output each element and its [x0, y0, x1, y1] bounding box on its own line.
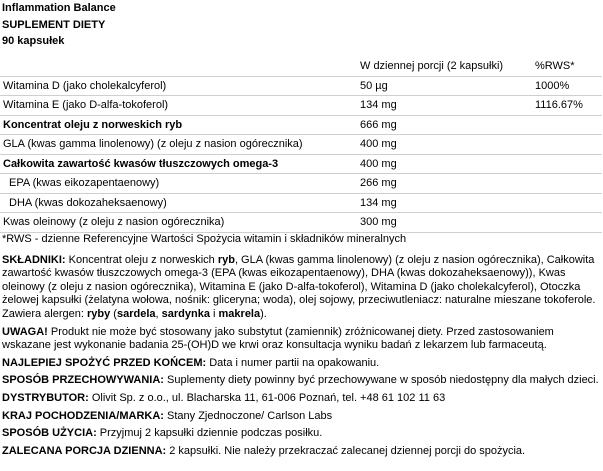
distributor-section: [2, 392, 600, 406]
ingredients-label: SKŁADNIKI:: [2, 253, 66, 266]
allergen: sardela: [116, 307, 156, 320]
storage-text: Suplementy diety powinny być przechowywane w sposób niedostępny dla małych dzieci.: [163, 374, 599, 387]
distributor-text: Olivit Sp. z o.o., ul. Blacharska 11, 61-006 Poznań, tel. +48 61 102 11 63: [88, 391, 446, 404]
facts-cell-rws: [532, 154, 602, 174]
facts-row: [0, 193, 602, 213]
facts-row: [0, 76, 602, 96]
ingredients-text: i: [209, 307, 219, 320]
facts-cell-amount: 400 mg: [357, 135, 532, 155]
facts-cell-name: Kwas oleinowy (z oleju z nasion ogórecznika): [0, 213, 357, 233]
facts-row: [0, 115, 602, 135]
allergen: ryby: [87, 307, 111, 320]
facts-cell-name: GLA (kwas gamma linolenowy) (z oleju z nasion ogórecznika): [0, 135, 357, 155]
facts-cell-rws: 1116.67%: [532, 96, 602, 116]
ingredients-section: [2, 254, 600, 322]
distributor-label: DYSTRYBUTOR:: [2, 391, 89, 404]
facts-cell-amount: 666 mg: [357, 115, 532, 135]
storage-section: [2, 374, 600, 388]
daily-dose-label: ZALECANA PORCJA DZIENNA:: [2, 444, 167, 457]
facts-cell-rws: [532, 135, 602, 155]
facts-row: [0, 174, 602, 194]
facts-cell-name: DHA (kwas dokozaheksaenowy): [0, 193, 357, 213]
origin-label: KRAJ POCHODZENIA/MARKA:: [2, 409, 164, 422]
daily-dose-section: [2, 445, 600, 459]
facts-cell-amount: 50 µg: [357, 76, 532, 96]
usage-label: SPOSÓB UŻYCIA:: [2, 427, 97, 440]
facts-cell-name: Koncentrat oleju z norweskich ryb: [0, 115, 357, 135]
facts-cell-name: EPA (kwas eikozapentaenowy): [0, 174, 357, 194]
usage-section: [2, 427, 600, 441]
facts-cell-amount: 300 mg: [357, 213, 532, 233]
facts-row: [0, 154, 602, 174]
facts-cell-rws: [532, 193, 602, 213]
ingredients-text: ,: [155, 307, 162, 320]
allergen: makrela: [218, 307, 261, 320]
facts-header-row: [0, 57, 602, 76]
ingredients-text: Koncentrat oleju z norweskich: [65, 253, 218, 266]
origin-section: [2, 410, 600, 424]
usage-text: Przyjmuj 2 kapsułki dziennie podczas posiłku.: [96, 427, 323, 440]
facts-cell-rws: [532, 115, 602, 135]
facts-cell-amount: 134 mg: [357, 193, 532, 213]
warning-text: Produkt nie może być stosowany jako substytut (zamiennik) zróżnicowanej diety. Przed zastosowaniem wskazane jest wykonanie badania 25-(OH)D we krwi oraz konsultacja wyniku badań z lekarzem lub farmaceutą.: [2, 325, 554, 352]
facts-header-name: [0, 57, 357, 76]
ingredients-text: (: [110, 307, 117, 320]
best-before-text: Data i numer partii na opakowaniu.: [206, 356, 380, 369]
ingredients-text: ).: [260, 307, 267, 320]
nutrition-facts-table: [0, 57, 602, 233]
facts-cell-name: Witamina E (jako D-alfa-tokoferol): [0, 96, 357, 116]
allergen: sardynka: [161, 307, 210, 320]
origin-text: Stany Zjednoczone/ Carlson Labs: [163, 409, 333, 422]
storage-label: SPOSÓB PRZECHOWYWANIA:: [2, 374, 164, 387]
product-name: Inflammation Balance: [2, 2, 116, 14]
facts-header-amount: W dziennej porcji (2 kapsułki): [357, 57, 532, 76]
warning-label: UWAGA!: [2, 325, 48, 338]
rws-note: *RWS - dzienne Referencyjne Wartości Spożycia witamin i składników mineralnych: [2, 233, 407, 245]
best-before-label: NAJLEPIEJ SPOŻYĆ PRZED KOŃCEM:: [2, 356, 207, 369]
facts-cell-rws: [532, 174, 602, 194]
label-info: [2, 233, 600, 462]
facts-cell-name: Witamina D (jako cholekalcyferol): [0, 76, 357, 96]
facts-cell-amount: 266 mg: [357, 174, 532, 194]
facts-row: [0, 213, 602, 233]
facts-row: [0, 96, 602, 116]
facts-cell-name: Całkowita zawartość kwasów tłuszczowych omega-3: [0, 154, 357, 174]
facts-row: [0, 135, 602, 155]
facts-cell-rws: [532, 213, 602, 233]
facts-header-rws: %RWS*: [532, 57, 602, 76]
best-before-section: [2, 357, 600, 371]
facts-cell-amount: 134 mg: [357, 96, 532, 116]
daily-dose-text: 2 kapsułki. Nie należy przekraczać zalecanej dziennej porcji do spożycia.: [166, 444, 526, 457]
ingredients-text: , GLA (kwas gamma linolenowy) (z oleju z nasion ogórecznika), Całkowita zawartość kwasów tłuszczowych omega-3 (EPA (kwas eikozapentaenowy), DHA (kwas dokozaheksaenowy)), Kwas oleinowy (z oleju z nasion ogórecznika), Witamina E (jako D-alfa-tokoferol), Witamina D (jako cholekalcyferol), Otoczka żelowej kapsułki (żelatyna wołowa, nośnik: gliceryna; woda), olej sojowy, przeciwutleniacz: naturalne mieszane tokoferole. Zawiera alergen:: [2, 253, 596, 320]
facts-cell-amount: 400 mg: [357, 154, 532, 174]
product-category: SUPLEMENT DIETY: [2, 18, 106, 31]
product-quantity: 90 kapsułek: [2, 35, 65, 47]
facts-cell-rws: 1000%: [532, 76, 602, 96]
allergen: ryb: [217, 253, 235, 266]
warning-section: [2, 326, 600, 353]
label-header: [2, 0, 116, 50]
